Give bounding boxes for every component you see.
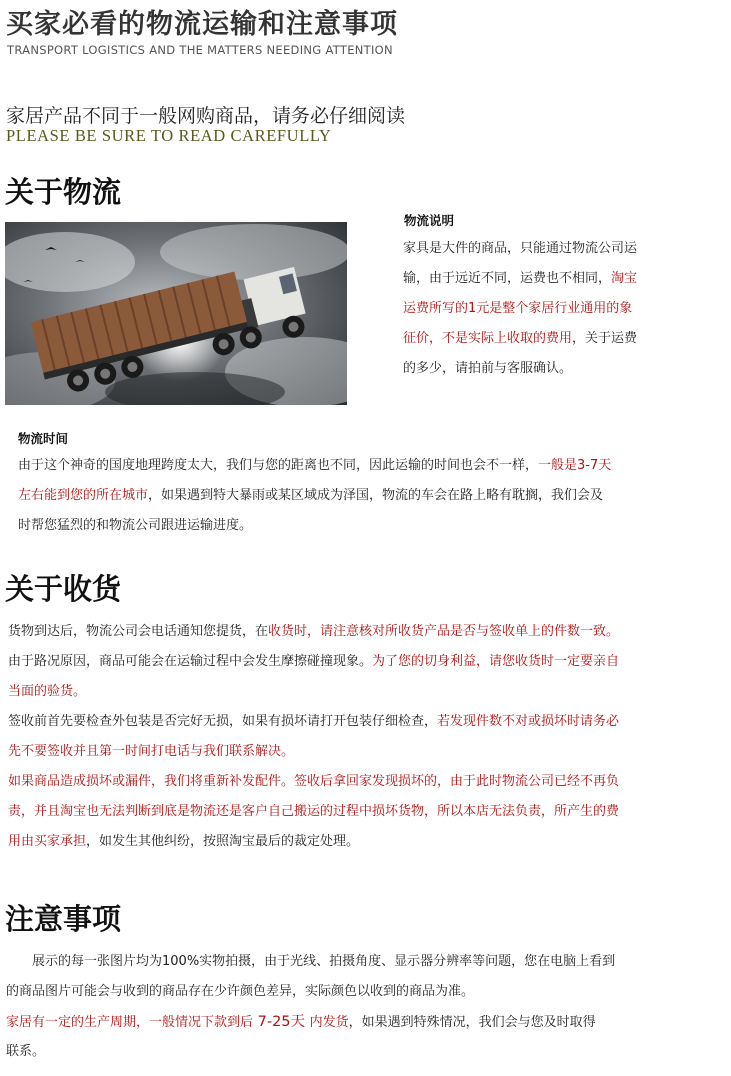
receiving-text [8,617,619,857]
text-line [403,324,637,354]
highlight-text: 为了您的切身利益，请您收货时一定要亲自 [372,654,620,669]
highlight-text: 先不要签收并且第一时间打电话与我们联系解决。 [8,744,295,759]
text-line [6,1037,615,1067]
body-text: 时帮您猛烈的和物流公司跟进运输进度。 [18,518,253,533]
highlight-text: 7-25天 [253,1014,310,1030]
text-line [8,827,619,857]
text-line [8,677,619,707]
body-text: 的商品图片可能会与收到的商品存在少许颜色差异，实际颜色以收到的商品为准。 [6,984,475,999]
logistics-time-title: 物流时间 [18,431,69,446]
highlight-text: 家居有一定的生产周期，一般情况下款到后 [6,1015,254,1030]
text-line [8,797,619,827]
section-heading-receiving: 关于收货 [5,572,122,606]
highlight-text: 用由买家承担 [8,834,87,849]
body-text: 输，由于远近不同，运费也不相同， [403,271,612,286]
notes-text [6,947,615,1067]
highlight-text: 若发现件数不对或损坏时请务必 [437,714,620,729]
highlight-text: 如果商品造成损坏或漏件，我们将重新补发配件。签收后拿回家发现损坏的，由于此时物流公司已经不再负 [8,774,620,789]
text-line [403,354,637,384]
text-line [8,737,619,767]
body-text: 家具是大件的商品，只能通过物流公司运 [403,241,638,256]
body-text: ，如果遇到特大暴雨或某区域成为泽国，物流的车会在路上略有耽搁，我们会及 [148,488,604,503]
body-text: 由于路况原因，商品可能会在运输过程中会发生摩擦碰撞现象。 [8,654,373,669]
body-text: 货物到达后，物流公司会电话通知您提货，在 [8,624,269,639]
text-line [6,977,615,1007]
text-line [403,234,637,264]
truck-in-clouds-image [5,222,347,405]
body-text: 由于这个神奇的国度地理跨度太大，我们与您的距离也不同，因此运输的时间也会不一样， [18,458,539,473]
text-line [8,767,619,797]
page-subtitle: TRANSPORT LOGISTICS AND THE MATTERS NEEDING ATTENTION [7,43,393,57]
highlight-text: 左右能到您的所在城市 [18,488,149,503]
text-line [6,947,615,977]
logistics-description-text [403,234,637,384]
body-text: ，关于运费 [572,331,638,346]
highlight-text: 运费所写的1元是整个家居行业通用的象 [403,301,633,316]
highlight-text: 收货时，请注意核对所收货产品是否与签收单上的件数一致。 [268,624,620,639]
text-line [8,707,619,737]
body-text: 的多少，请拍前与客服确认。 [403,361,573,376]
logistics-time-text [18,451,611,541]
body-text: 签收前首先要检查外包装是否完好无损，如果有损坏请打开包装仔细检查， [8,714,438,729]
highlight-text: 征价，不是实际上收取的费用 [403,331,573,346]
intro-english: PLEASE BE SURE TO READ CAREFULLY [6,126,332,145]
section-heading-logistics: 关于物流 [5,175,122,209]
highlight-text: 责，并且淘宝也无法判断到底是物流还是客户自己搬运的过程中损坏货物，所以本店无法负责，所产生的费 [8,804,620,819]
logistics-description-title: 物流说明 [404,213,455,228]
text-line [18,481,611,511]
text-line [8,617,619,647]
intro-text: 家居产品不同于一般网购商品，请务必仔细阅读 [6,105,406,127]
text-line [8,647,619,677]
text-line [6,1007,615,1037]
text-line [403,264,637,294]
highlight-text: 当面的验货。 [8,684,87,699]
text-line [18,511,611,541]
text-line [403,294,637,324]
body-text: 联系。 [6,1044,46,1059]
page-title: 买家必看的物流运输和注意事项 [6,9,398,40]
body-text: ，如发生其他纠纷，按照淘宝最后的裁定处理。 [86,834,360,849]
body-text: 展示的每一张图片均为100%实物拍摄，由于光线、拍摄角度、显示器分辨率等问题，您在电脑上看到 [6,954,616,969]
text-line [18,451,611,481]
section-heading-notes: 注意事项 [5,902,122,936]
highlight-text: 淘宝 [611,271,638,286]
body-text: ，如果遇到特殊情况，我们会与您及时取得 [348,1015,596,1030]
highlight-text: 内发货 [309,1015,349,1030]
highlight-text: 一般是3-7天 [538,458,612,473]
